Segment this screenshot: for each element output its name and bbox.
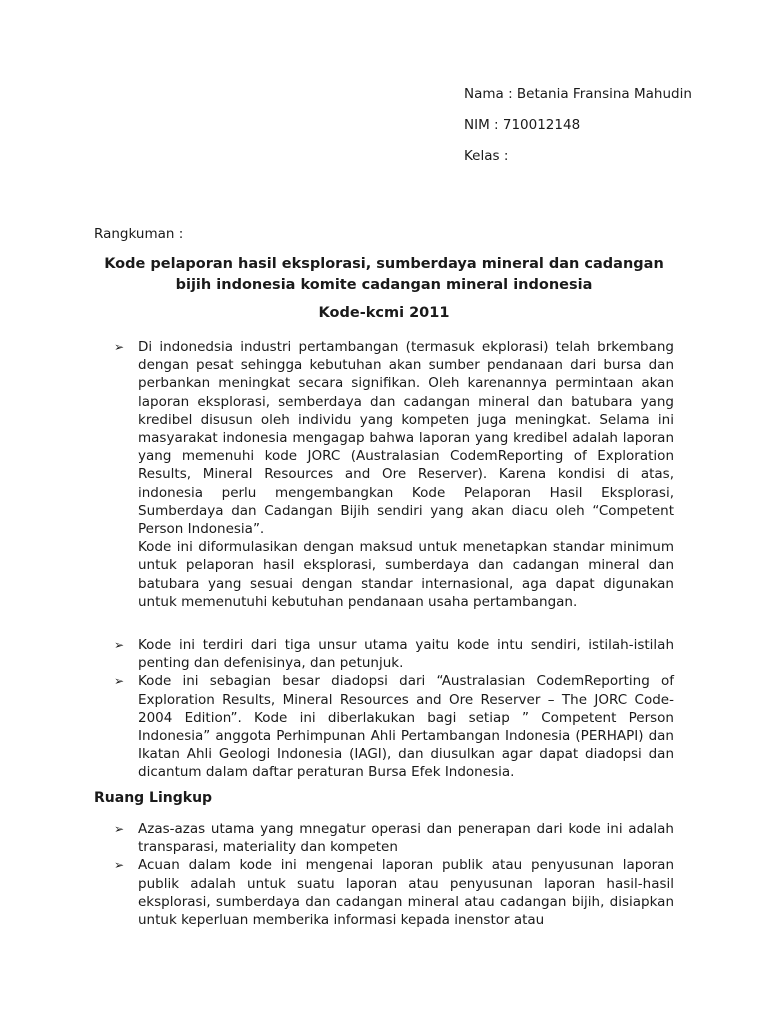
list-item-text: Kode ini sebagian besar diadopsi dari “Australasian CodemReporting of Exploration Results, Mineral Resources and Ore Reserver – The JORC Code-2004 Edition”. Kode ini diberlakukan bagi setiap ” Competent Person Indonesia” anggota Perhimpunan Ahli Pertambangan Indonesia (PERHAPI) dan Ikatan Ahli Geologi Indonesia (IAGI), dan diusulkan agar dapat diadopsi dan dicantum dalam daftar peraturan Bursa Efek Indonesia. [138, 673, 674, 781]
section-scope [94, 820, 674, 929]
section-intro [94, 338, 674, 611]
list-item [94, 338, 674, 538]
list-item-text: Kode ini terdiri dari tiga unsur utama yaitu kode intu sendiri, istilah-istilah penting dan defenisinya, dan petunjuk. [138, 637, 674, 672]
student-class: Kelas : [464, 148, 509, 164]
list-item [94, 636, 674, 672]
paragraph: Kode ini diformulasikan dengan maksud untuk menetapkan standar minimum untuk pelaporan hasil eksplorasi, sumberdaya dan cadangan mineral dan batubara yang sesuai dengan standar internasional, aga dapat digunakan untuk memenutuhi kebutuhan pendanaan usaha pertambangan. [138, 539, 674, 610]
list-item [94, 820, 674, 856]
arrow-bullet-icon: ➢ [114, 638, 125, 652]
document-title: Kode pelaporan hasil eksplorasi, sumberdaya mineral dan cadangan bijih indonesia komite cadangan mineral indonesia [104, 256, 664, 293]
identity-block [464, 86, 694, 179]
summary-label: Rangkuman : [94, 226, 184, 242]
list-item-text: Azas-azas utama yang mnegatur operasi dan penerapan dari kode ini adalah transparasi, materiality dan kompeten [138, 821, 674, 856]
arrow-bullet-icon: ➢ [114, 858, 125, 873]
list-item-text: Acuan dalam kode ini mengenai laporan publik atau penyusunan laporan publik adalah untuk suatu laporan atau penyusunan laporan hasil-hasil eksplorasi, sumberdaya dan cadangan mineral atau cadangan bijih, disiapkan untuk keperluan memberika informasi kepada inenstor atau [138, 857, 674, 929]
document-subtitle: Kode-kcmi 2011 [318, 305, 450, 321]
list-item-text: Di indonedsia industri pertambangan (termasuk ekplorasi) telah brkembang dengan pesat sehingga kebutuhan akan sumber pendanaan dari bursa dan perbankan meningkat secara signifikan. Oleh karenannya permintaan akan laporan eksplorasi, semberdaya dan cadangan mineral dan batubara yang kredibel disusun oleh individu yang kompeten juga meningkat. Selama ini masyarakat indonesia mengagap bahwa laporan yang kredibel adalah laporan yang memenuhi kode JORC (Australasian CodemReporting of Exploration Results, Mineral Resources and Ore Reserver). Karena kondisi di atas, indonesia perlu mengembangkan Kode Pelaporan Hasil Eksplorasi, Sumberdaya dan Cadangan Bijih sendiri yang akan diacu oleh “Competent Person Indonesia”. [138, 339, 674, 538]
arrow-bullet-icon: ➢ [114, 674, 125, 689]
section-code [94, 636, 674, 782]
list-item [94, 856, 674, 929]
student-nim: NIM : 710012148 [464, 117, 581, 133]
student-name: Nama : Betania Fransina Mahudin [464, 86, 692, 102]
section-heading: Ruang Lingkup [94, 790, 213, 806]
arrow-bullet-icon: ➢ [114, 340, 125, 354]
list-item [94, 672, 674, 781]
arrow-bullet-icon: ➢ [114, 822, 125, 836]
